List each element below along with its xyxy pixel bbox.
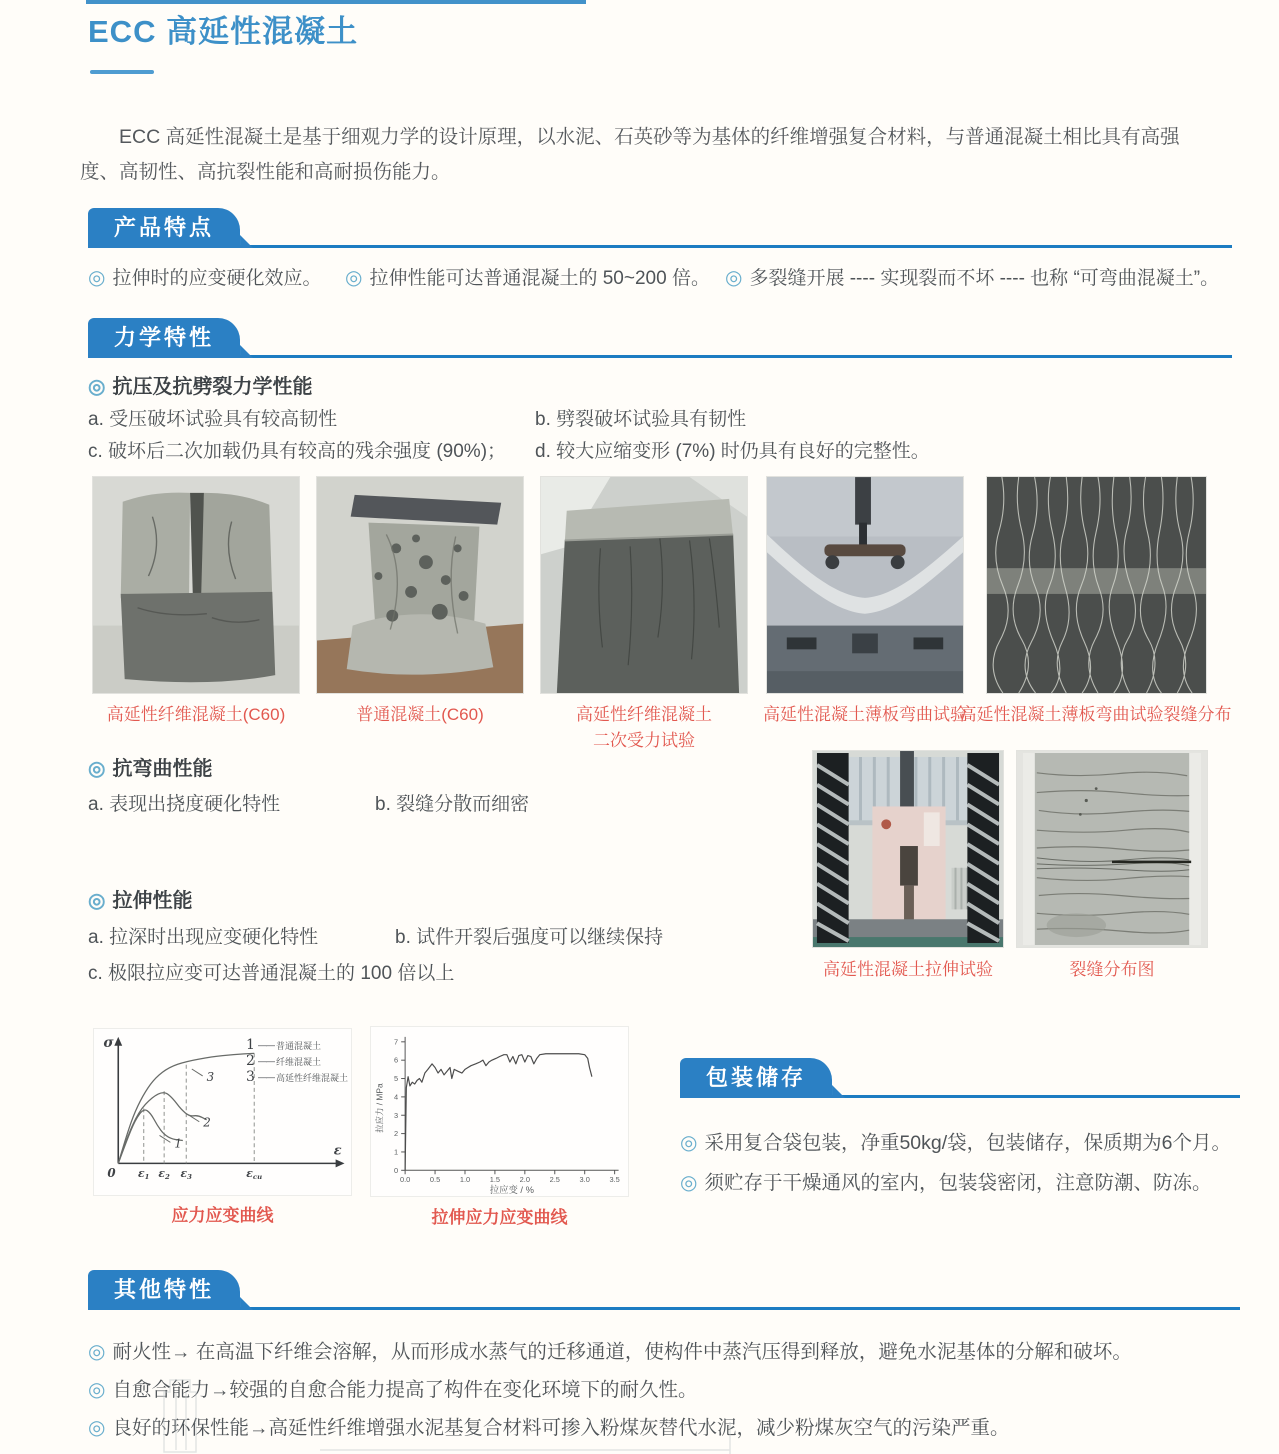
svg-text:3: 3	[206, 1069, 215, 1084]
section-features-header	[88, 208, 1232, 248]
tensile-machine-image	[813, 751, 1003, 947]
svg-text:5: 5	[394, 1074, 399, 1084]
svg-text:拉应变 / %: 拉应变 / %	[489, 1185, 534, 1196]
svg-text:2.5: 2.5	[549, 1175, 560, 1185]
packaging-item	[680, 1167, 1211, 1195]
photo-caption-line2: 二次受力试验	[593, 731, 695, 750]
svg-text:ε3: ε3	[180, 1167, 192, 1182]
ring-bullet-icon: ◎	[345, 267, 363, 289]
photo-caption-line1: 高延性纤维混凝土	[576, 705, 712, 724]
section-tab-label: 产品特点	[114, 215, 215, 240]
svg-text:σ: σ	[103, 1034, 114, 1051]
section-tab-other	[88, 1270, 240, 1310]
svg-text:0: 0	[107, 1166, 116, 1181]
feature-item	[88, 263, 321, 290]
other-item-text: 耐火性→ 在高温下纤维会溶解，从而形成水蒸气的迁移通道，使构件中蒸汽压得到释放，避免水泥基体的分解和破坏。	[112, 1341, 1132, 1363]
section-tab-label: 包装储存	[706, 1065, 807, 1090]
legend-num: 1	[245, 1037, 255, 1053]
svg-text:1.5: 1.5	[489, 1175, 501, 1185]
crack-map-image	[1017, 751, 1207, 947]
chart-caption: 应力应变曲线	[171, 1206, 274, 1225]
bending-machine-image	[767, 477, 963, 693]
section-other-header	[88, 1270, 1240, 1310]
legend-name: 普通混凝土	[275, 1040, 321, 1051]
legend-num: 2	[245, 1053, 255, 1069]
section-packaging-header	[680, 1058, 1240, 1098]
legend-row	[246, 1037, 348, 1053]
photo-crack-distribution-map	[1016, 750, 1208, 948]
crushed-column-image	[317, 477, 523, 693]
tension-item-b: b. 试件开裂后强度可以继续保持	[395, 927, 664, 948]
legend-name: 纤维混凝土	[275, 1056, 321, 1067]
svg-text:1.0: 1.0	[459, 1175, 471, 1185]
ring-bullet-icon: ◎	[680, 1172, 698, 1194]
figure-tensile-curve-chart	[370, 1026, 629, 1197]
svg-text:0.5: 0.5	[429, 1175, 441, 1185]
feature-item	[725, 263, 1219, 290]
compression-heading-text: 抗压及抗劈裂力学性能	[112, 376, 313, 398]
svg-text:拉应力 / MPa: 拉应力 / MPa	[374, 1083, 385, 1133]
feature-item-text: 拉伸性能可达普通混凝土的 50~200 倍。	[369, 268, 710, 289]
svg-text:1: 1	[394, 1147, 399, 1157]
photo-caption: 裂缝分布图	[1069, 960, 1155, 979]
cracked-block-image	[93, 477, 299, 693]
ring-bullet-icon: ◎	[88, 376, 106, 398]
compression-heading	[88, 370, 312, 399]
photo-hdc-c60-specimen	[92, 476, 300, 694]
section-tab-label: 力学特性	[114, 325, 215, 350]
bending-heading	[88, 752, 212, 781]
photo-caption	[540, 702, 748, 754]
watermark-sketch	[130, 1378, 790, 1454]
legend-row	[246, 1053, 348, 1069]
other-item	[88, 1336, 1132, 1364]
legend-name: 高延性纤维混凝土	[275, 1072, 348, 1083]
ring-bullet-icon: ◎	[88, 1379, 106, 1401]
ring-bullet-icon: ◎	[88, 1341, 106, 1363]
chart-caption: 拉伸应力应变曲线	[431, 1208, 568, 1227]
section-underline	[88, 355, 1232, 358]
ring-bullet-icon: ◎	[680, 1132, 698, 1154]
dark-block-image	[541, 477, 747, 693]
top-accent-bar	[86, 0, 586, 4]
chart-legend	[246, 1037, 348, 1085]
section-tab-label: 其他特性	[114, 1277, 215, 1302]
compression-item-a: a. 受压破坏试验具有较高韧性	[88, 409, 338, 430]
packaging-item-text: 采用复合袋包装，净重50kg/袋，包装储存，保质期为6个月。	[704, 1132, 1232, 1154]
section-tab-packaging	[680, 1058, 832, 1098]
svg-text:1: 1	[174, 1136, 182, 1151]
svg-text:0.0: 0.0	[399, 1175, 411, 1185]
photo-caption: 高延性混凝土薄板弯曲试验裂缝分布	[959, 705, 1232, 724]
photo-caption: 高延性混凝土拉伸试验	[823, 960, 993, 979]
ring-bullet-icon: ◎	[88, 267, 106, 289]
intro-paragraph: ECC 高延性混凝土是基于细观力学的设计原理，以水泥、石英砂等为基体的纤维增强复合材料，与普通混凝土相比具有高强度、高韧性、高抗裂性能和高耐损伤能力。	[80, 126, 1180, 183]
figure-stress-strain-chart	[93, 1028, 352, 1196]
ring-bullet-icon: ◎	[725, 267, 743, 289]
photo-bending-crack-pattern	[986, 476, 1207, 694]
tensile-curve-chart-svg	[371, 1027, 628, 1196]
photo-tensile-test-machine	[812, 750, 1004, 948]
section-underline	[88, 245, 1232, 248]
bending-item-b: b. 裂缝分散而细密	[375, 794, 530, 815]
svg-text:εcu: εcu	[246, 1167, 263, 1182]
compression-item-b: b. 劈裂破坏试验具有韧性	[535, 409, 747, 430]
bending-item-a: a. 表现出挠度硬化特性	[88, 794, 281, 815]
other-item-text: 自愈合能力→较强的自愈合能力提高了构件在变化环境下的耐久性。	[112, 1379, 698, 1401]
packaging-item	[680, 1127, 1231, 1155]
svg-text:3: 3	[394, 1110, 399, 1120]
svg-text:ε2: ε2	[158, 1167, 170, 1182]
svg-text:2.0: 2.0	[519, 1175, 530, 1185]
svg-text:2: 2	[203, 1115, 211, 1130]
photo-secondary-load-specimen	[540, 476, 748, 694]
ring-bullet-icon: ◎	[88, 758, 106, 780]
feature-item-text: 多裂缝开展 ---- 实现裂而不坏 ---- 也称 “可弯曲混凝土”。	[749, 268, 1220, 289]
legend-dash: ——	[257, 1040, 274, 1050]
ring-bullet-icon: ◎	[88, 1417, 106, 1439]
legend-row	[246, 1069, 348, 1085]
tension-item-c: c. 极限拉应变可达普通混凝土的 100 倍以上	[88, 963, 455, 984]
feature-item-text: 拉伸时的应变硬化效应。	[112, 268, 322, 289]
bending-heading-text: 抗弯曲性能	[112, 758, 213, 780]
section-tab-features	[88, 208, 240, 248]
photo-caption: 高延性纤维混凝土(C60)	[106, 705, 286, 724]
other-item-text: 良好的环保性能→高延性纤维增强水泥基复合材料可掺入粉煤灰替代水泥，减少粉煤灰空气的污染严重。	[112, 1417, 1010, 1439]
photo-caption: 高延性混凝土薄板弯曲试验	[763, 705, 967, 724]
tension-item-a: a. 拉深时出现应变硬化特性	[88, 927, 319, 948]
svg-text:3.5: 3.5	[609, 1175, 620, 1185]
section-mechanical-header	[88, 318, 1232, 358]
svg-text:ε1: ε1	[138, 1167, 150, 1182]
svg-text:7: 7	[394, 1037, 399, 1047]
legend-dash: ——	[257, 1056, 274, 1066]
section-underline	[88, 1307, 1240, 1310]
packaging-item-text: 须贮存于干燥通风的室内，包装袋密闭，注意防潮、防冻。	[704, 1172, 1212, 1194]
svg-text:4: 4	[394, 1092, 399, 1102]
legend-num: 3	[245, 1069, 255, 1085]
compression-item-d: d. 较大应缩变形 (7%) 时仍具有良好的完整性。	[535, 441, 930, 462]
section-tab-mechanical	[88, 318, 240, 358]
svg-text:ε: ε	[333, 1143, 342, 1159]
tension-heading-text: 拉伸性能	[112, 890, 193, 912]
svg-text:0: 0	[394, 1165, 399, 1175]
svg-text:3.0: 3.0	[579, 1175, 590, 1185]
photo-ordinary-c60-specimen	[316, 476, 524, 694]
photo-caption: 普通混凝土(C60)	[356, 705, 484, 724]
svg-text:2: 2	[394, 1129, 399, 1139]
tension-heading	[88, 884, 192, 913]
svg-text:6: 6	[394, 1055, 399, 1065]
compression-item-c: c. 破坏后二次加载仍具有较高的残余强度 (90%)；	[88, 441, 507, 462]
ring-bullet-icon: ◎	[88, 890, 106, 912]
crack-pattern-image	[987, 477, 1206, 693]
page-title: ECC 高延性混凝土	[88, 14, 359, 49]
feature-item	[345, 263, 710, 290]
title-underline	[90, 70, 154, 74]
photo-thin-plate-bending-test	[766, 476, 964, 694]
legend-dash: ——	[257, 1072, 274, 1082]
